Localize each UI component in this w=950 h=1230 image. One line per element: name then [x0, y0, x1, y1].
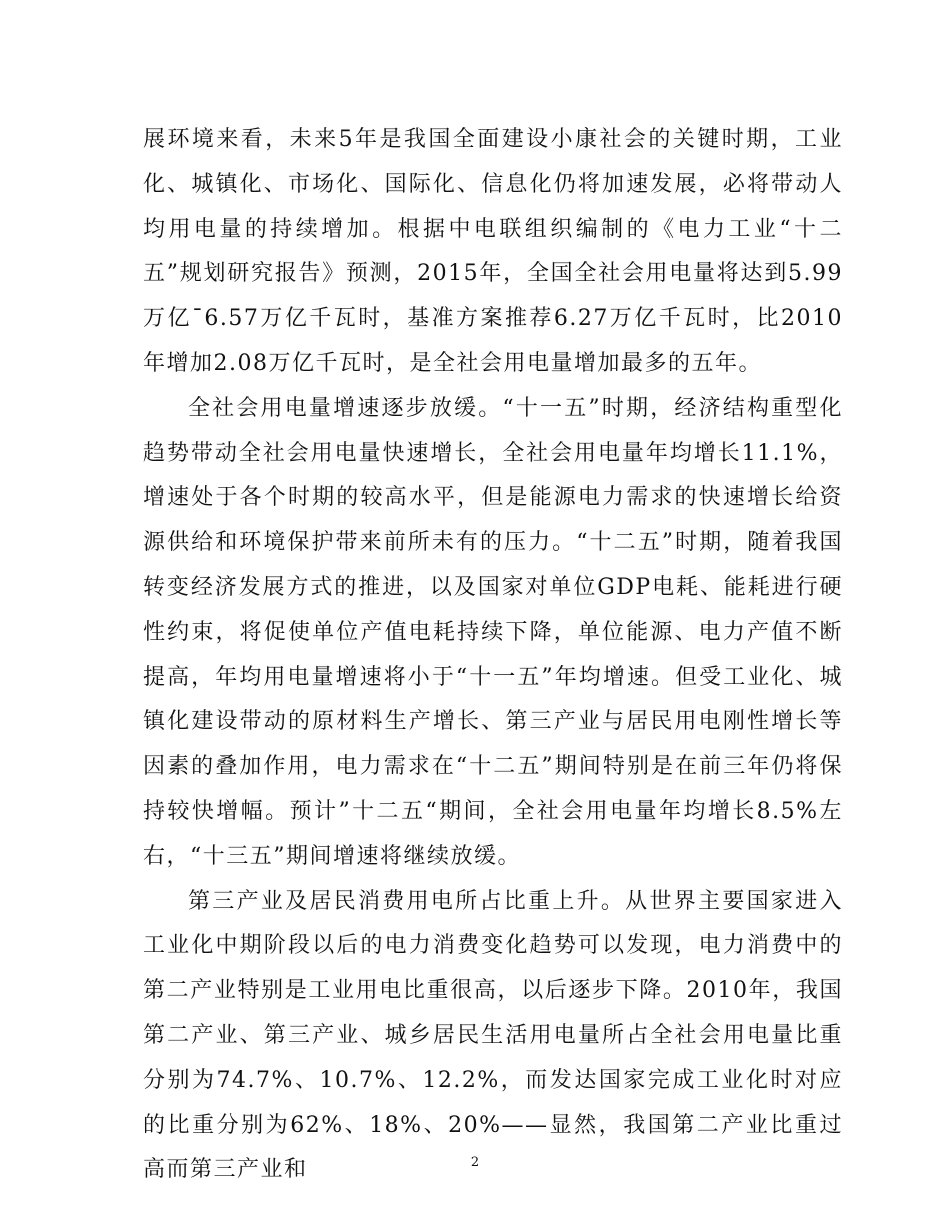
paragraph-continuation: 展环境来看，未来5年是我国全面建设小康社会的关键时期，工业化、城镇化、市场化、国际化、信息化仍将加速发展，必将带动人均用电量的持续增加。根据中电联组织编制的《电力工业“十二五”规划研究报告》预测，2015年，全国全社会用电量将达到5.99万亿¯6.57万亿千瓦时，基准方案推荐6.27万亿千瓦时，比2010年增加2.08万亿千瓦时，是全社会用电量增加最多的五年。: [143, 127, 843, 376]
paragraph-electricity-growth-slowing: 全社会用电量增速逐步放缓。“十一五”时期，经济结构重型化趋势带动全社会用电量快速增长，全社会用电量年均增长11.1%，增速处于各个时期的较高水平，但是能源电力需求的快速增长给资源供给和环境保护带来前所未有的压力。“十二五”时期，随着我国转变经济发展方式的推进，以及国家对单位GDP电耗、能耗进行硬性约束，将促使单位产值电耗持续下降，单位能源、电力产值不断提高，年均用电量增速将小于“十一五”年均增速。但受工业化、城镇化建设带动的原材料生产增长、第三产业与居民用电刚性增长等因素的叠加作用，电力需求在“十二五”期间特别是在前三年仍将保持较快增幅。预计”十二五“期间，全社会用电量年均增长8.5%左右，“十三五”期间增速将继续放缓。: [143, 395, 844, 869]
page-number: 2: [470, 1155, 480, 1170]
body-text: [143, 118, 843, 1193]
paragraph-tertiary-residential-share: 第三产业及居民消费用电所占比重上升。从世界主要国家进入工业化中期阶段以后的电力消费变化趋势可以发现，电力消费中的第二产业特别是工业用电比重很高，以后逐步下降。2010年，我国第二产业、第三产业、城乡居民生活用电量所占全社会用电量比重分别为74.7%、10.7%、12.2%，而发达国家完成工业化时对应的比重分别为62%、18%、20%——显然，我国第二产业比重过高而第三产业和: [143, 888, 843, 1183]
